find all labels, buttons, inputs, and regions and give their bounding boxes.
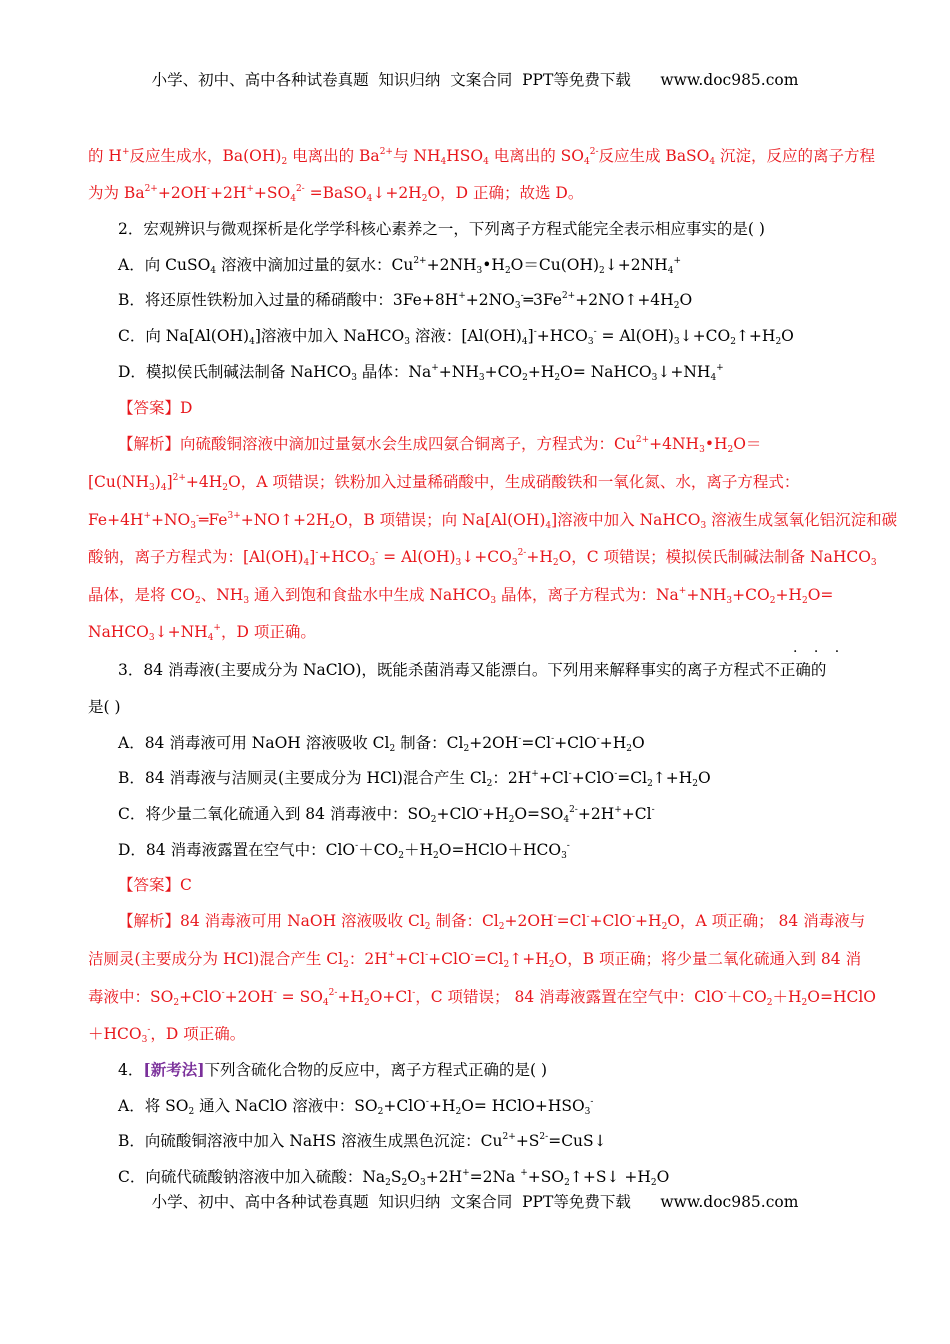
q3-stem-line-2: 是( )	[88, 698, 121, 716]
q2-answer: 【答案】D	[118, 399, 193, 417]
q2-explanation-line-6: $NaHCO_3↓+NH_4^+$，D 项正确。	[88, 623, 316, 643]
q3-option-c: C．将少量二氧化硫通入到 84 消毒液中：$SO_2+ClO^-+H_2O=SO_4^{2-}+2H^++Cl^-$	[118, 805, 655, 825]
q3-option-b: B．84 消毒液与洁厕灵(主要成分为 HCl)混合产生 $Cl_2$：$2H^++Cl^-+ClO^-=Cl_2↑+H_2O$	[118, 769, 711, 789]
page-header: 小学、初中、高中各种试卷真题 知识归纳 文案合同 PPT等免费下载 www.doc985.com	[151, 71, 799, 89]
q3-option-a: A．84 消毒液可用 NaOH 溶液吸收 $Cl_2$ 制备：$Cl_2+2OH^-=Cl^-+ClO^-+H_2O$	[118, 734, 645, 754]
q2-explanation-line-5: 晶体，是将 $CO_2$、$NH_3$ 通入到饱和食盐水中生成 NaHCO$_3$ 晶体，离子方程式为：$Na^++NH_3+CO_2+H_2O=$	[88, 586, 834, 606]
q2-option-b: B．将还原性铁粉加入过量的稀硝酸中：$3Fe+8H^++2NO_3^-═3Fe^{2+}+2NO↑+4H_2O$	[118, 291, 693, 311]
q4-option-b: B．向硫酸铜溶液中加入 NaHS 溶液生成黑色沉淀：$Cu^{2+}+S^{2-}=CuS↓$	[118, 1132, 607, 1150]
q1-explanation-line-1: 的 H+反应生成水，$Ba(OH)_2$ 电离出的 $Ba^{2+}$与 $NH_4HSO_4$ 电离出的 $SO_4^{2-}$反应生成 BaSO$_4$ 沉淀，反应的离子方程	[88, 147, 876, 167]
q3-explanation-line-1: 【解析】84 消毒液可用 NaOH 溶液吸收 $Cl_2$ 制备：$Cl_2+2OH^-=Cl^-+ClO^-+H_2O$，A 项正确； 84 消毒液与	[118, 912, 866, 932]
q4-stem	[118, 1060, 547, 1080]
q2-option-d: D．模拟侯氏制碱法制备 NaHCO$_3$ 晶体：$Na^++NH_3+CO_2+H_2O=$ $NaHCO_3↓+NH_4^+$	[118, 363, 724, 383]
q2-explanation-line-1: 【解析】向硫酸铜溶液中滴加过量氨水会生成四氨合铜离子，方程式为：$Cu^{2+}+4NH_3•H_2O=$	[118, 435, 762, 455]
q4-option-a: A．将 $SO_2$ 通入 NaClO 溶液中：$SO_2+ClO^-+H_2O=$ $HClO+HSO_3^-$	[118, 1097, 594, 1117]
q3-explanation-line-2: 洁厕灵(主要成分为 HCl)混合产生 $Cl_2$：$2H^++Cl^-+ClO^-=Cl_2↑+H_2O$，B 项正确；将少量二氧化硫通入到 84 消	[88, 950, 862, 970]
q1-explanation-line-2: 为为 $Ba^{2+}+2OH^-+2H^++SO_4^{2-}$ $=BaSO_4↓+2H_2O$，D 正确；故选 D。	[88, 184, 584, 204]
q2-explanation-line-2: $[Cu(NH_3)_4]^{2+}+4H_2O$，A 项错误；铁粉加入过量稀硝酸中，生成硝酸铁和一氧化氮、水，离子方程式：	[88, 473, 800, 493]
q2-stem: 2．宏观辨识与微观探析是化学学科核心素养之一，下列离子方程式能完全表示相应事实的是( )	[118, 220, 765, 238]
page-footer: 小学、初中、高中各种试卷真题 知识归纳 文案合同 PPT等免费下载 www.doc985.com	[151, 1193, 799, 1211]
emphasis-dots: · · ·	[793, 644, 846, 660]
q3-option-d: D．84 消毒液露置在空气中：$ClO^-+CO_2+H_2O=HClO+HCO_3^-$	[118, 841, 570, 861]
q3-answer: 【答案】C	[118, 876, 192, 894]
q4-number: 4．	[118, 1061, 144, 1079]
q3-explanation-line-4: $+HCO_3^-$，D 项正确。	[88, 1025, 246, 1045]
q2-explanation-line-3: $Fe+4H^++NO_3^-═Fe^{3+}+NO↑+2H_2O$，B 项错误；向 $Na[Al(OH)_4]$溶液中加入 NaHCO$_3$ 溶液生成氢氧化铝沉淀和碳	[88, 511, 898, 531]
q4-stem-text: 下列含硫化合物的反应中，离子方程式正确的是( )	[204, 1061, 548, 1079]
q3-stem-line-1: 3．84 消毒液(主要成分为 NaClO)，既能杀菌消毒又能漂白。下列用来解释事实的离子方程式不正确的	[118, 661, 827, 679]
q2-option-a: A．向 CuSO$_4$ 溶液中滴加过量的氨水：$Cu^{2+}+2NH_3•H_2O=Cu(OH)_2↓+2NH_4^+$	[118, 256, 681, 276]
q4-option-c: C．向硫代硫酸钠溶液中加入硫酸：$Na_2S_2O_3+2H^+=2Na$ $^++SO_2↑+S↓ +H_2O$	[118, 1168, 670, 1188]
q2-explanation-line-4: 酸钠，离子方程式为：$[Al(OH)_4]^-+HCO_3^-$ = $Al(OH)_3↓+CO_3^{2-}+H_2O$，C 项错误；模拟侯氏制碱法制备 NaHCO$_3$	[88, 548, 877, 568]
q4-new-method-tag: [新考法]	[143, 1060, 205, 1079]
q2-option-c: C．向 $Na[Al(OH)_4]$溶液中加入 NaHCO$_3$ 溶液：$[Al(OH)_4]^-+HCO_3^-$ = $Al(OH)_3↓+CO_2↑+H_2O$	[118, 327, 794, 347]
q3-explanation-line-3: 毒液中：$SO_2+ClO^-+2OH^- = SO_4^{2-}+H_2O+Cl^-$，C 项错误； 84 消毒液露置在空气中：$ClO^-+CO_2+H_2O=HClO$	[88, 988, 877, 1008]
